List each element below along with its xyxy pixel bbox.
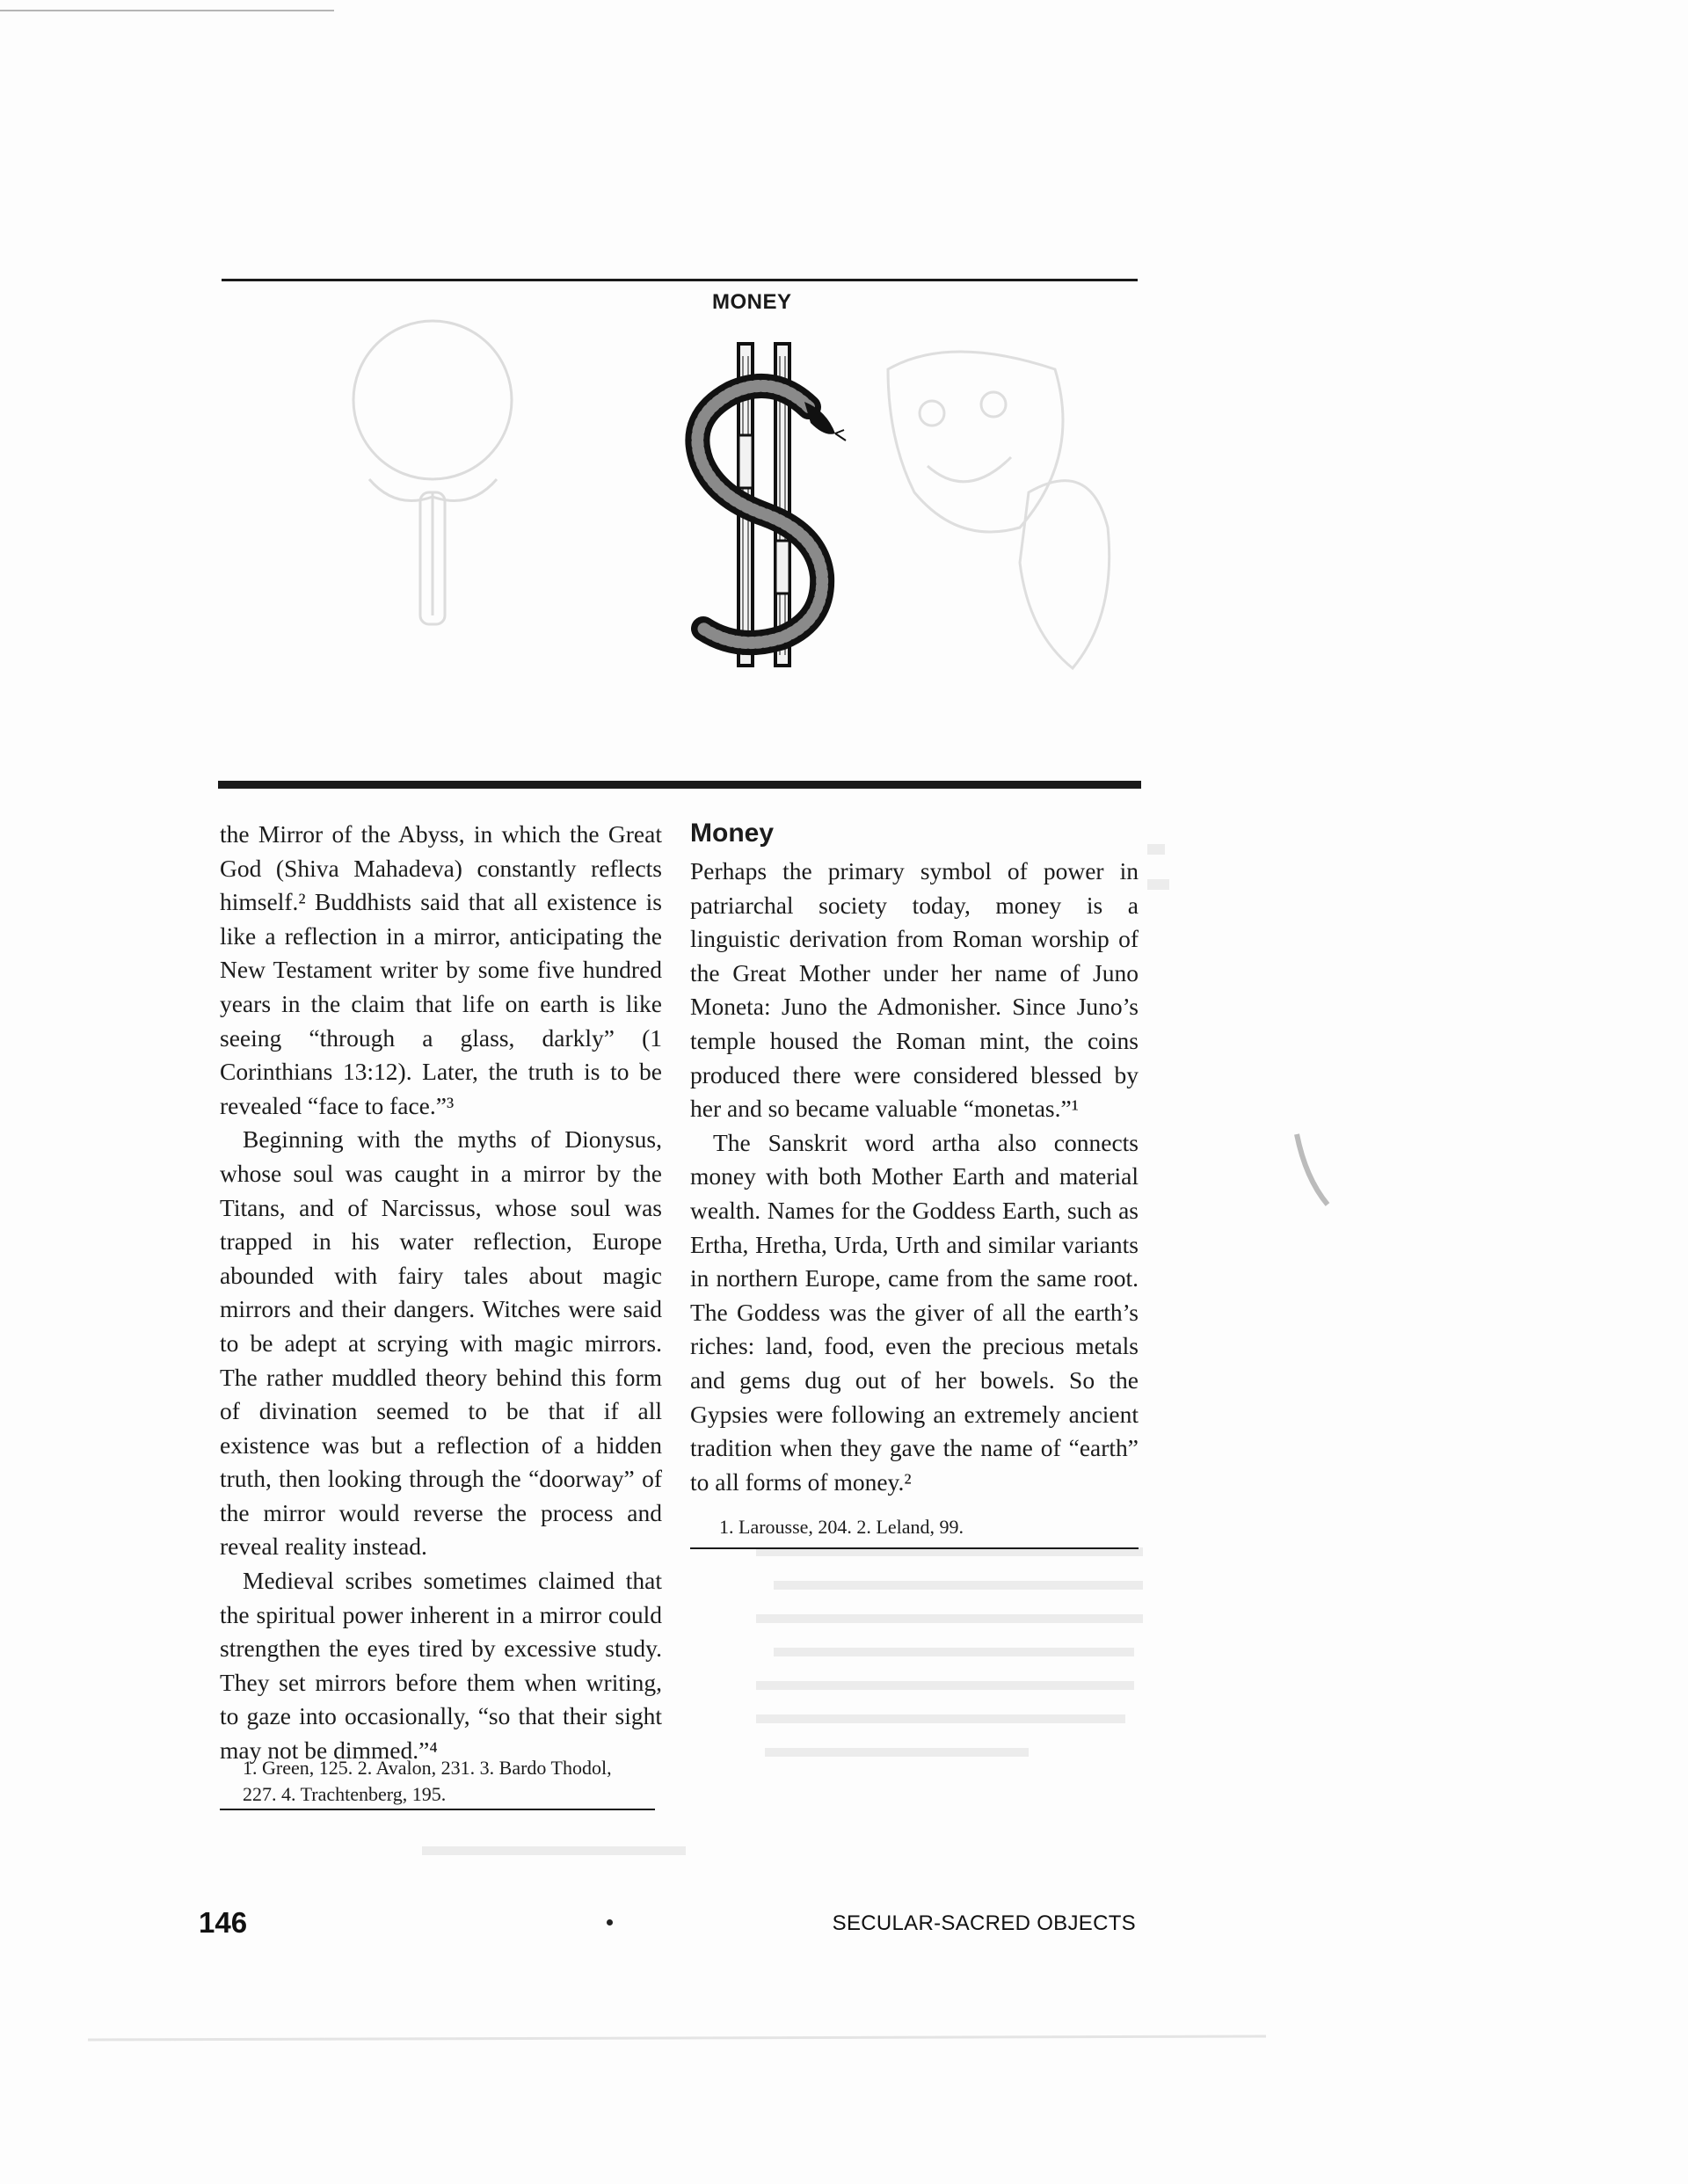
right-paragraph-1: Perhaps the primary symbol of power in patriarchal society today, money is a linguistic derivation from Roman worship of the Great Mother under her name of Juno Moneta: Juno the Admonisher. Since Juno’s temple housed the Roman mint, the coins produced there were considered blessed by her and so became valuable “monetas.”¹: [690, 857, 1139, 1123]
page-number: 146: [199, 1906, 248, 1939]
left-column: [220, 818, 662, 1768]
header-rule: [222, 279, 1138, 281]
section-rule: [218, 781, 1141, 789]
entry-title: Money: [690, 819, 775, 848]
left-paragraph-3: Medieval scribes sometimes claimed that the spiritual power inherent in a mirror could strengthen the eyes tired by excessive study. They set mirrors before them when writing, to gaze into occasionally, “so that their sight may not be dimmed.”⁴: [220, 1567, 662, 1765]
left-paragraph-2: Beginning with the myths of Dionysus, whose soul was caught in a mirror by the Titans, and of Narcissus, whose soul was trapped in his water reflection, Europe abounded with fairy tales about magic mirrors and their dangers. Witches were said to be adept at scrying with magic mirrors. The rather muddled theory behind this form of divination seemed to be that if all existence was but a reflection of a hidden truth, then looking through the “doorway” of the mirror would reverse the process and reveal reality instead.: [220, 1125, 662, 1561]
right-paragraph-2: The Sanskrit word artha also connects money with both Mother Earth and material wealth. Names for the Goddess Earth, such as Ertha, Hretha, Urda, Urth and similar variants in northern Europe, came from the same root. The Goddess was the giver of all the earth’s riches: land, food, even the precious metals and gems dug out of her bowels. So the Gypsies were following an extremely ancient tradition when they gave the name of “earth” to all forms of money.²: [690, 1128, 1139, 1496]
right-column: [690, 816, 1139, 1499]
left-notes: [243, 1755, 629, 1808]
section-name: SECULAR-SACRED OBJECTS: [832, 1911, 1136, 1935]
right-notes: [719, 1514, 1132, 1540]
right-notes-text: 1. Larousse, 204. 2. Leland, 99.: [719, 1516, 964, 1538]
ghost-masks-illustration: [888, 352, 1110, 668]
dollar-serpent-icon: [677, 339, 853, 673]
left-paragraph-1: the Mirror of the Abyss, in which the Great God (Shiva Mahadeva) constantly reflects himself.² Buddhists said that all existence is like a reflection in a mirror, anticipating the New Testament writer by some five hundred years in the claim that life on earth is like seeing “through a glass, darkly” (1 Corinthians 13:12). Later, the truth is to be revealed “face to face.”³: [220, 820, 662, 1119]
scan-dot: [607, 1919, 613, 1926]
right-notes-rule: [690, 1547, 1139, 1549]
header-label: MONEY: [712, 290, 792, 314]
left-notes-rule: [220, 1809, 655, 1810]
left-notes-text: 1. Green, 125. 2. Avalon, 231. 3. Bardo Thodol, 227. 4. Trachtenberg, 195.: [243, 1757, 612, 1805]
ghost-mirror-illustration: [353, 321, 512, 624]
